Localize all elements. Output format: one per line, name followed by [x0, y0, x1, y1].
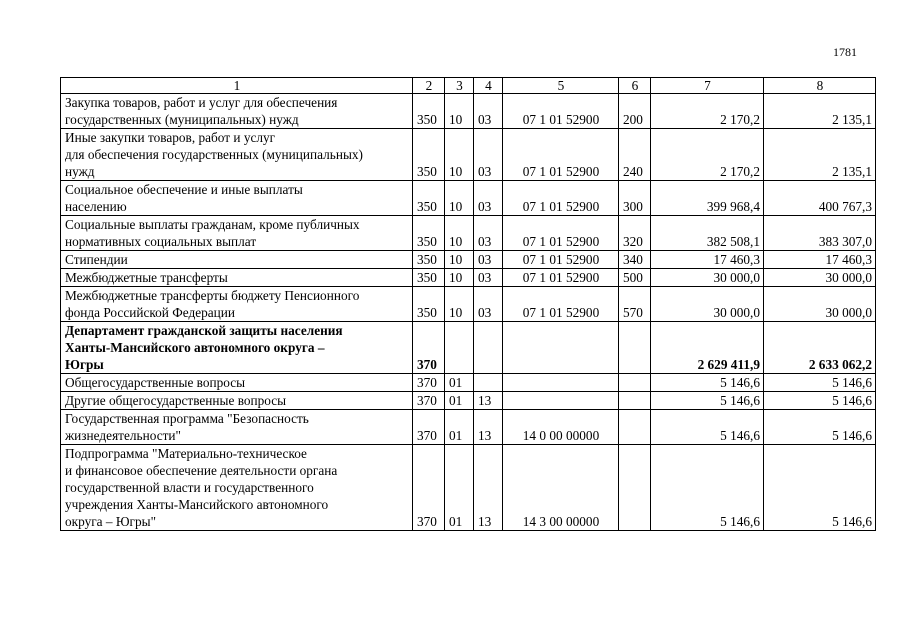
row-section-cell — [445, 322, 474, 374]
row-amount-2020-cell: 30 000,0 — [651, 287, 764, 322]
header-cell: 8 — [764, 78, 876, 94]
row-code-cell: 350 — [413, 129, 445, 181]
row-expense-type-cell — [619, 322, 651, 374]
row-code-cell: 370 — [413, 322, 445, 374]
row-name-cell: Подпрограмма "Материально-техническое и финансовое обеспечение деятельности органа государственной власти и государственного учреждения Ханты-Мансийского автономного округа – Югры" — [61, 445, 413, 531]
header-cell: 5 — [503, 78, 619, 94]
table-row — [61, 445, 876, 531]
row-code-cell: 350 — [413, 251, 445, 269]
row-code-cell: 370 — [413, 410, 445, 445]
table-row — [61, 181, 876, 216]
page-number: 1781 — [833, 45, 857, 59]
row-amount-2021-cell: 5 146,6 — [764, 374, 876, 392]
row-name-cell: Иные закупки товаров, работ и услуг для обеспечения государственных (муниципальных) нужд — [61, 129, 413, 181]
row-code-cell: 350 — [413, 287, 445, 322]
table-row — [61, 374, 876, 392]
row-amount-2020-cell: 399 968,4 — [651, 181, 764, 216]
row-subsection-cell — [474, 322, 503, 374]
row-name-cell: Межбюджетные трансферты бюджету Пенсионного фонда Российской Федерации — [61, 287, 413, 322]
row-target-article-cell: 07 1 01 52900 — [503, 216, 619, 251]
row-amount-2021-cell: 2 135,1 — [764, 94, 876, 129]
row-subsection-cell: 03 — [474, 251, 503, 269]
row-amount-2020-cell: 30 000,0 — [651, 269, 764, 287]
table-row — [61, 269, 876, 287]
table-row — [61, 287, 876, 322]
row-amount-2020-cell: 5 146,6 — [651, 410, 764, 445]
table-row — [61, 410, 876, 445]
row-target-article-cell: 14 0 00 00000 — [503, 410, 619, 445]
row-expense-type-cell: 300 — [619, 181, 651, 216]
row-name-cell: Социальные выплаты гражданам, кроме публичных нормативных социальных выплат — [61, 216, 413, 251]
row-subsection-cell: 13 — [474, 410, 503, 445]
row-section-cell: 01 — [445, 392, 474, 410]
row-target-article-cell: 07 1 01 52900 — [503, 181, 619, 216]
row-code-cell: 370 — [413, 392, 445, 410]
row-expense-type-cell: 570 — [619, 287, 651, 322]
row-subsection-cell: 13 — [474, 445, 503, 531]
row-amount-2021-cell: 30 000,0 — [764, 269, 876, 287]
row-amount-2021-cell: 400 767,3 — [764, 181, 876, 216]
row-name-cell: Общегосударственные вопросы — [61, 374, 413, 392]
row-section-cell: 10 — [445, 251, 474, 269]
row-expense-type-cell: 200 — [619, 94, 651, 129]
row-amount-2021-cell: 2 135,1 — [764, 129, 876, 181]
row-amount-2020-cell: 2 629 411,9 — [651, 322, 764, 374]
table-body — [61, 94, 876, 531]
row-amount-2020-cell: 5 146,6 — [651, 392, 764, 410]
table-row — [61, 216, 876, 251]
header-cell: 6 — [619, 78, 651, 94]
row-expense-type-cell — [619, 445, 651, 531]
row-name-cell: Государственная программа "Безопасность жизнедеятельности" — [61, 410, 413, 445]
row-section-cell: 10 — [445, 129, 474, 181]
row-target-article-cell: 07 1 01 52900 — [503, 94, 619, 129]
row-section-cell: 01 — [445, 410, 474, 445]
row-amount-2020-cell: 2 170,2 — [651, 94, 764, 129]
row-amount-2020-cell: 17 460,3 — [651, 251, 764, 269]
header-cell: 3 — [445, 78, 474, 94]
row-amount-2021-cell: 17 460,3 — [764, 251, 876, 269]
header-cell: 2 — [413, 78, 445, 94]
row-target-article-cell: 07 1 01 52900 — [503, 287, 619, 322]
row-amount-2021-cell: 30 000,0 — [764, 287, 876, 322]
row-subsection-cell: 03 — [474, 181, 503, 216]
row-target-article-cell: 07 1 01 52900 — [503, 269, 619, 287]
table-row — [61, 129, 876, 181]
header-cell: 7 — [651, 78, 764, 94]
table-row — [61, 322, 876, 374]
row-amount-2020-cell: 2 170,2 — [651, 129, 764, 181]
row-code-cell: 370 — [413, 374, 445, 392]
row-amount-2020-cell: 5 146,6 — [651, 374, 764, 392]
row-name-cell: Стипендии — [61, 251, 413, 269]
row-amount-2020-cell: 382 508,1 — [651, 216, 764, 251]
header-row — [61, 78, 876, 94]
row-code-cell: 350 — [413, 269, 445, 287]
table-row — [61, 392, 876, 410]
row-expense-type-cell: 500 — [619, 269, 651, 287]
row-code-cell: 370 — [413, 445, 445, 531]
row-subsection-cell: 03 — [474, 216, 503, 251]
table-row — [61, 251, 876, 269]
row-subsection-cell: 03 — [474, 94, 503, 129]
row-amount-2020-cell: 5 146,6 — [651, 445, 764, 531]
table-row — [61, 94, 876, 129]
row-expense-type-cell — [619, 374, 651, 392]
row-name-cell: Закупка товаров, работ и услуг для обеспечения государственных (муниципальных) нужд — [61, 94, 413, 129]
row-target-article-cell — [503, 392, 619, 410]
row-expense-type-cell: 320 — [619, 216, 651, 251]
budget-table — [60, 77, 876, 531]
row-section-cell: 01 — [445, 445, 474, 531]
row-name-cell: Другие общегосударственные вопросы — [61, 392, 413, 410]
row-amount-2021-cell: 5 146,6 — [764, 410, 876, 445]
row-name-cell: Департамент гражданской защиты населения Ханты-Мансийского автономного округа – Югры — [61, 322, 413, 374]
row-amount-2021-cell: 2 633 062,2 — [764, 322, 876, 374]
row-section-cell: 01 — [445, 374, 474, 392]
row-target-article-cell: 07 1 01 52900 — [503, 129, 619, 181]
row-name-cell: Межбюджетные трансферты — [61, 269, 413, 287]
row-amount-2021-cell: 5 146,6 — [764, 445, 876, 531]
row-code-cell: 350 — [413, 216, 445, 251]
row-section-cell: 10 — [445, 94, 474, 129]
row-subsection-cell: 03 — [474, 129, 503, 181]
row-section-cell: 10 — [445, 287, 474, 322]
row-target-article-cell: 07 1 01 52900 — [503, 251, 619, 269]
row-code-cell: 350 — [413, 181, 445, 216]
row-subsection-cell: 03 — [474, 269, 503, 287]
row-expense-type-cell: 340 — [619, 251, 651, 269]
header-cell: 1 — [61, 78, 413, 94]
row-target-article-cell — [503, 322, 619, 374]
row-target-article-cell — [503, 374, 619, 392]
row-target-article-cell: 14 3 00 00000 — [503, 445, 619, 531]
row-name-cell: Социальное обеспечение и иные выплаты населению — [61, 181, 413, 216]
row-subsection-cell: 13 — [474, 392, 503, 410]
row-section-cell: 10 — [445, 269, 474, 287]
header-cell: 4 — [474, 78, 503, 94]
row-amount-2021-cell: 5 146,6 — [764, 392, 876, 410]
row-expense-type-cell: 240 — [619, 129, 651, 181]
row-code-cell: 350 — [413, 94, 445, 129]
row-expense-type-cell — [619, 392, 651, 410]
row-section-cell: 10 — [445, 181, 474, 216]
row-expense-type-cell — [619, 410, 651, 445]
row-subsection-cell: 03 — [474, 287, 503, 322]
row-subsection-cell — [474, 374, 503, 392]
row-amount-2021-cell: 383 307,0 — [764, 216, 876, 251]
row-section-cell: 10 — [445, 216, 474, 251]
